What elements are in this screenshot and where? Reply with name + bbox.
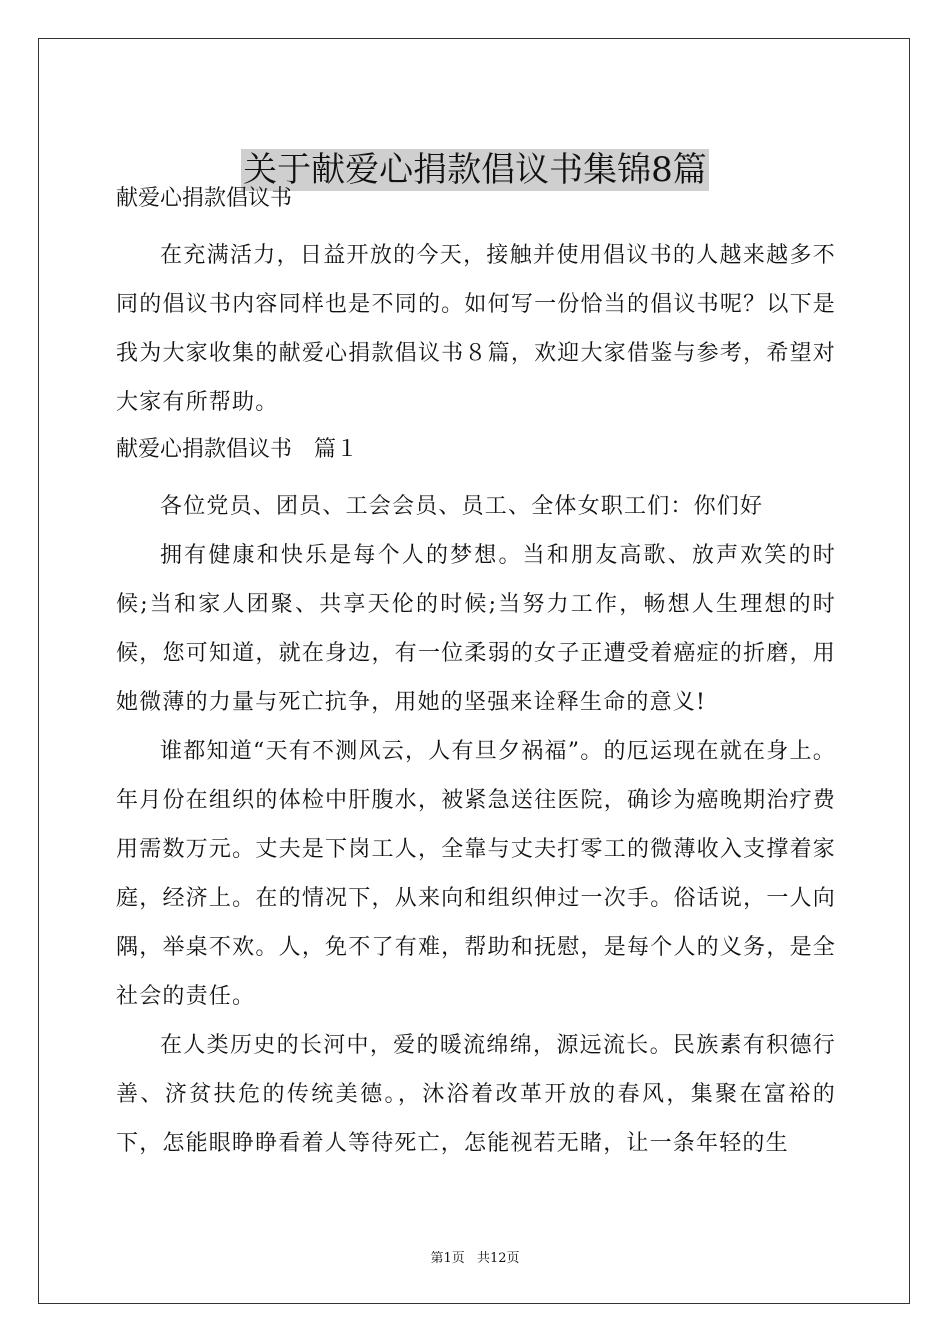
greeting-paragraph: 各位党员、团员、工会会员、员工、全体女职工们：你们好 [160,494,764,519]
document-body [116,180,836,1168]
page-footer [0,1247,950,1266]
intro-paragraph: 在充满活力，日益开放的今天，接触并使用倡议书的人越来越多不同的倡议书内容同样也是不同的。如何写一份恰当的倡议书呢？以下是我为大家收集的献爱心捐款倡议书８篇，欢迎大家借鉴与参考，希望对大家有所帮助。 [116,243,836,415]
body-paragraph: 在人类历史的长河中，爱的暖流绵绵，源远流长。民族素有积德行善、济贫扶危的传统美德。，沐浴着改革开放的春风，集聚在富裕的下，怎能眼睁睁看着人等待死亡，怎能视若无睹，让一条年轻的生 [116,1033,836,1156]
body-paragraph: 谁都知道“天有不测风云，人有旦夕祸福”。的厄运现在就在身上。年月份在组织的体检中肝腹水，被紧急送往医院，确诊为癌晚期治疗费用需数万元。丈夫是下岗工人，全靠与丈夫打零工的微薄收入支撑着家庭，经济上。在的情况下，从来向和组织伸过一次手。俗话说，一人向隅，举桌不欢。人，免不了有难，帮助和抚慰，是每个人的义务，是全社会的责任。 [116,739,836,1009]
subsection-heading: 献爱心捐款倡议书 篇１ [116,437,359,462]
section-heading: 献爱心捐款倡议书 [116,186,293,211]
page-total: 共12页 [476,1251,520,1266]
document-title: 关于献爱心捐款倡议书集锦8篇 [243,149,707,190]
body-paragraph: 拥有健康和快乐是每个人的梦想。当和朋友高歌、放声欢笑的时候;当和家人团聚、共享天伦的时候;当努力工作，畅想人生理想的时候，您可知道，就在身边，有一位柔弱的女子正遭受着癌症的折磨，用她微薄的力量与死亡抗争，用她的坚强来诠释生命的意义! [116,543,836,715]
page-number: 第1页 [430,1251,465,1266]
